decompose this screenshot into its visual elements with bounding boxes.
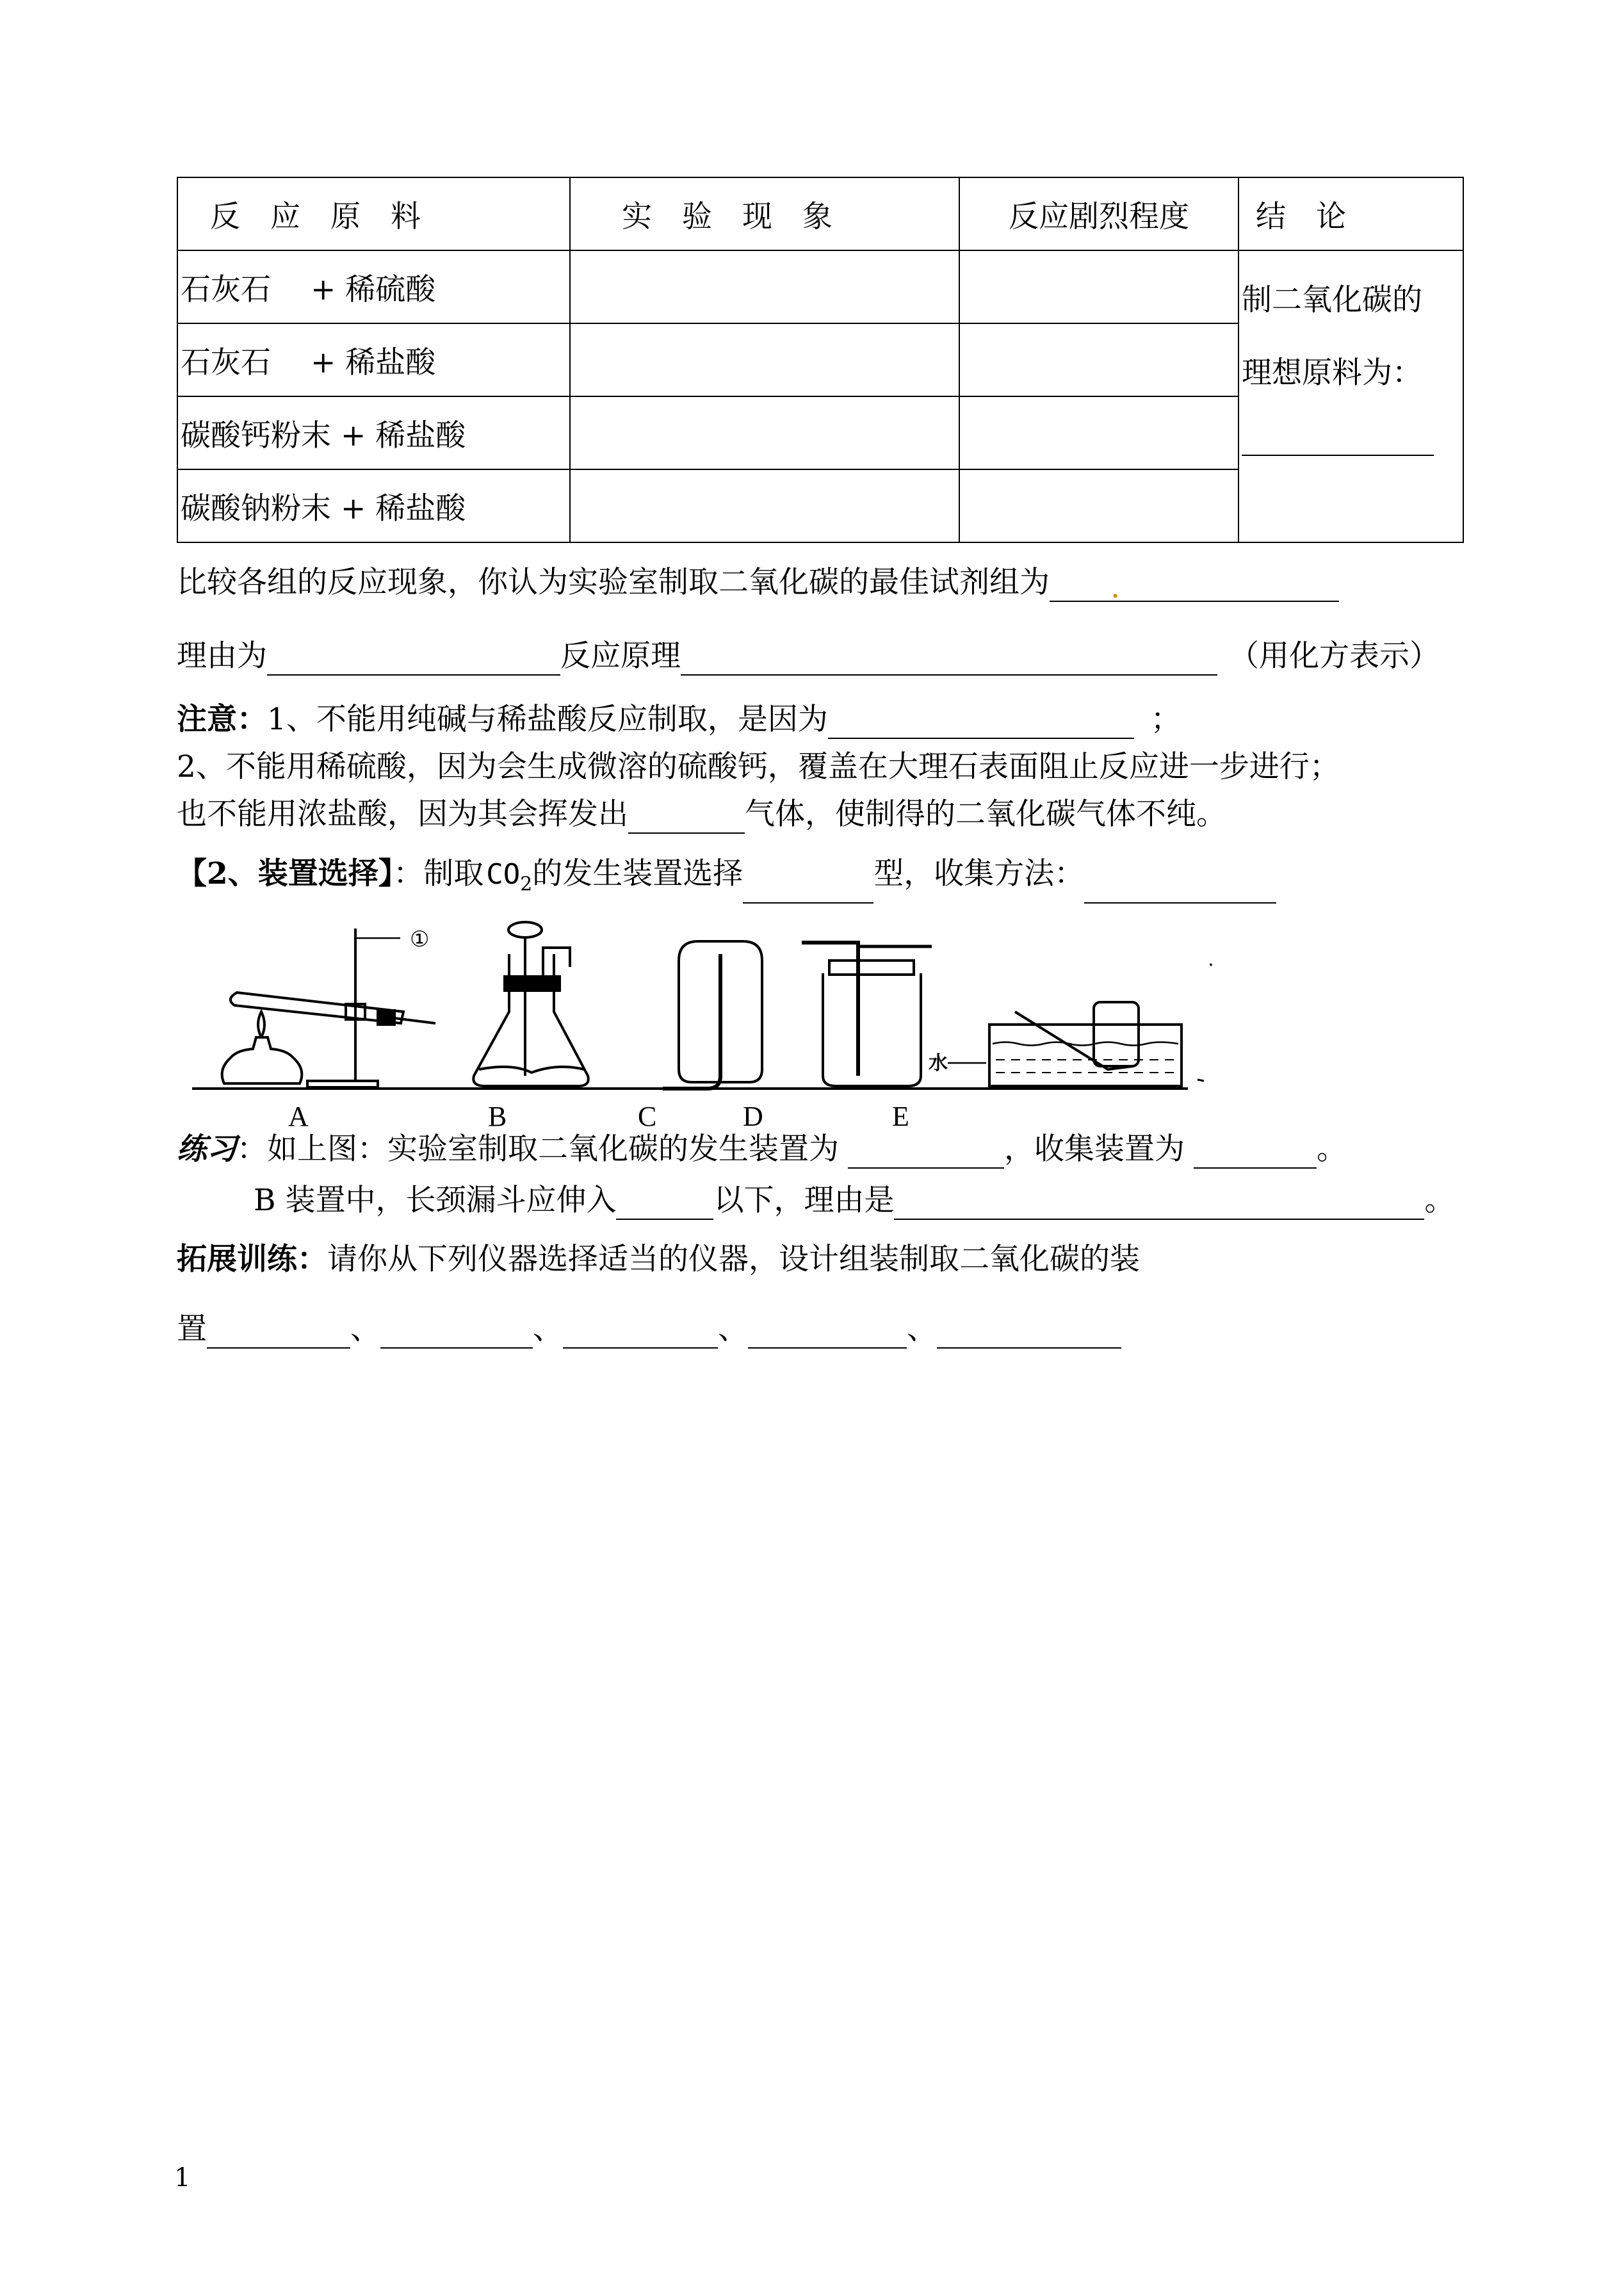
- generator-type-blank[interactable]: [743, 870, 873, 904]
- extension-start: 置: [177, 1311, 207, 1347]
- bottle-d: [823, 973, 921, 1086]
- reaction-table: [177, 177, 1464, 543]
- lamp-flame: [258, 1012, 264, 1037]
- collection-method-blank[interactable]: [1084, 870, 1276, 904]
- extension-line-2: [177, 1310, 1121, 1349]
- figure-label-a: A: [288, 1101, 309, 1132]
- row-material: 碳酸钙粉末 + 稀盐酸: [177, 396, 570, 469]
- stray-mark: [1210, 964, 1212, 966]
- notice-line-2: [177, 748, 1340, 786]
- instrument-blank-3[interactable]: [563, 1315, 718, 1349]
- practice-line1-end: 。: [1317, 1131, 1347, 1167]
- sep-2: 、: [533, 1311, 563, 1347]
- apparatus-figure: [192, 916, 1230, 1101]
- principle-label: 反应原理: [560, 638, 681, 674]
- row-intensity-cell[interactable]: [959, 469, 1238, 542]
- row-phenomenon-cell[interactable]: [570, 323, 959, 396]
- header-phenomenon: 实 验 现 象: [570, 177, 959, 250]
- practice-text-a: ：如上图：实验室制取二氧化碳的发生装置为: [237, 1131, 839, 1167]
- table-header-row: [177, 177, 1463, 250]
- practice-text-c: B 装置中，长颈漏斗应伸入: [254, 1183, 617, 1218]
- notice-item3-a: 也不能用浓盐酸，因为其会挥发出: [177, 797, 628, 832]
- instrument-blank-1[interactable]: [207, 1315, 350, 1349]
- notice-line-1: [177, 701, 1181, 739]
- gas-jar: [1094, 1002, 1139, 1066]
- apparatus-d: [802, 943, 932, 1086]
- page-number: 1: [174, 2163, 191, 2193]
- sep-1: 、: [350, 1311, 380, 1347]
- circle-label: ①: [410, 927, 430, 952]
- header-intensity: 反应剧烈程度: [959, 177, 1238, 250]
- reason-label: 理由为: [177, 638, 267, 674]
- apparatus-b: [473, 922, 588, 1086]
- header-material: 反 应 原 料: [177, 177, 570, 250]
- flask-stopper: [505, 977, 560, 991]
- extension-label: 拓展训练：: [177, 1242, 327, 1277]
- best-reagent-blank[interactable]: [1050, 569, 1339, 605]
- notice-item2: 2、不能用稀硫酸，因为会生成微溶的硫酸钙，覆盖在大理石表面阻止反应进一步进行；: [177, 749, 1340, 784]
- figure-label-c: C: [638, 1101, 657, 1132]
- apparatus-c: [663, 941, 762, 1089]
- row-intensity-cell[interactable]: [959, 323, 1238, 396]
- instrument-blank-4[interactable]: [748, 1315, 907, 1349]
- figure-label-b: B: [488, 1101, 507, 1132]
- device-text-c: 型，收集方法：: [873, 856, 1085, 891]
- volatile-gas-blank[interactable]: [628, 800, 745, 834]
- sep-4: 、: [907, 1311, 937, 1347]
- conclusion-answer-blank[interactable]: [1242, 429, 1434, 456]
- device-line: [177, 855, 1276, 904]
- practice-line2-end: 。: [1424, 1183, 1455, 1218]
- principle-blank[interactable]: [681, 642, 1217, 676]
- reason-blank[interactable]: [267, 642, 560, 676]
- conclusion-cell: [1238, 250, 1463, 542]
- funnel-top: [508, 922, 542, 937]
- device-text-a: ：制取: [393, 856, 484, 891]
- row-intensity-cell[interactable]: [959, 396, 1238, 469]
- apparatus-e: [948, 1002, 1181, 1086]
- alcohol-lamp: [222, 1037, 302, 1083]
- instrument-blank-2[interactable]: [380, 1315, 533, 1349]
- instrument-blank-5[interactable]: [937, 1315, 1121, 1349]
- formula-note: （用化方表示）: [1229, 638, 1440, 674]
- compare-line: [177, 564, 1339, 605]
- notice-label: 注意：: [177, 702, 267, 737]
- practice-label: 练习: [177, 1131, 237, 1167]
- reason-line: [177, 637, 1440, 676]
- apparatus-a: [222, 929, 435, 1087]
- practice-line-2: [254, 1181, 1454, 1220]
- row-material: 碳酸钠粉末 + 稀盐酸: [177, 469, 570, 542]
- sep-3: 、: [718, 1311, 748, 1347]
- collector-answer-blank[interactable]: [1194, 1135, 1317, 1169]
- practice-text-b: ，收集装置为: [1004, 1131, 1185, 1167]
- conclusion-line2: 理想原料为：: [1242, 355, 1422, 391]
- funnel-depth-blank[interactable]: [616, 1187, 713, 1220]
- table-row: [177, 250, 1463, 323]
- generator-answer-blank[interactable]: [848, 1135, 1004, 1169]
- rubber-stopper: [378, 1010, 394, 1025]
- stand-base: [307, 1081, 378, 1087]
- water-lines: [996, 1060, 1175, 1073]
- extension-text: 请你从下列仪器选择适当的仪器，设计组装制取二氧化碳的装: [327, 1242, 1140, 1277]
- notice-item3-b: 气体，使制得的二氧化碳气体不纯。: [745, 797, 1226, 832]
- tube-c: [663, 954, 720, 1089]
- conclusion-line1: 制二氧化碳的: [1242, 282, 1422, 318]
- row-phenomenon-cell[interactable]: [570, 250, 959, 323]
- funnel-reason-blank[interactable]: [894, 1187, 1424, 1220]
- row-phenomenon-cell[interactable]: [570, 469, 959, 542]
- figure-label-e: E: [892, 1101, 909, 1132]
- water-surface: [993, 1042, 1178, 1046]
- row-phenomenon-cell[interactable]: [570, 396, 959, 469]
- stray-mark: [1198, 1080, 1204, 1081]
- device-text-b: 的发生装置选择: [532, 856, 743, 891]
- co2-subscript: 2: [520, 873, 533, 896]
- compare-text: 比较各组的反应现象，你认为实验室制取二氧化碳的最佳试剂组为: [177, 565, 1050, 600]
- row-material: 石灰石 + 稀盐酸: [177, 323, 570, 396]
- practice-line-1: [177, 1130, 1347, 1169]
- row-intensity-cell[interactable]: [959, 250, 1238, 323]
- header-conclusion: 结 论: [1238, 177, 1463, 250]
- orange-dot: .: [1110, 570, 1120, 605]
- liquid-surface: [479, 1067, 584, 1073]
- figure-label-d: D: [743, 1101, 763, 1132]
- notice-item1-end: ；: [1150, 702, 1181, 737]
- row-material: 石灰石 + 稀硫酸: [177, 250, 570, 323]
- practice-text-d: 以下，理由是: [713, 1183, 895, 1218]
- bottle-d-neck: [829, 961, 914, 975]
- notice-line-3: [177, 795, 1226, 834]
- co-text: CO: [486, 858, 521, 891]
- water-label: 水: [929, 1052, 948, 1075]
- notice-item1: 1、不能用纯碱与稀盐酸反应制取，是因为: [267, 702, 828, 737]
- extension-line-1: [177, 1240, 1140, 1279]
- device-label: 【2、装置选择】: [177, 856, 394, 891]
- gas-tube: [1015, 1012, 1133, 1069]
- notice-reason-blank[interactable]: [828, 706, 1134, 739]
